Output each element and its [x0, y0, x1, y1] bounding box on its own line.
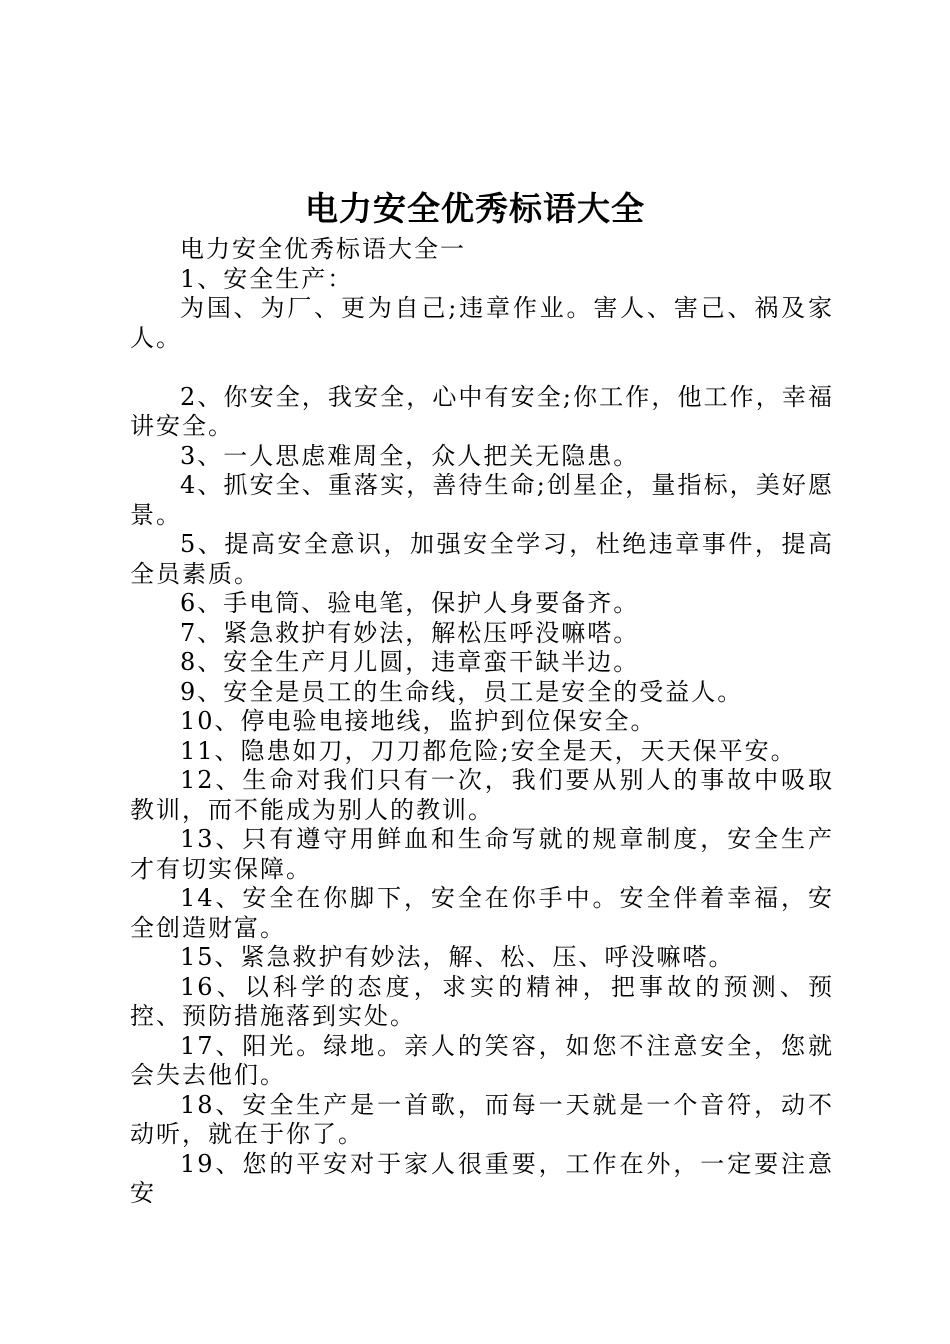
- slogan-paragraph: 18、安全生产是一首歌，而每一天就是一个音符，动不动听，就在于你了。: [130, 1090, 834, 1148]
- slogan-paragraph: 4、抓安全、重落实，善待生命;创星企，量指标，美好愿景。: [130, 471, 834, 529]
- slogan-paragraph: 14、安全在你脚下，安全在你手中。安全伴着幸福，安全创造财富。: [130, 884, 834, 942]
- slogan-paragraph: 为国、为厂、更为自己;违章作业。害人、害己、祸及家人。: [130, 294, 834, 352]
- section-heading: 电力安全优秀标语大全一: [180, 235, 466, 263]
- slogan-paragraph: 8、安全生产月儿圆，违章蛮干缺半边。: [180, 648, 640, 676]
- slogan-paragraph: 17、阳光。绿地。亲人的笑容，如您不注意安全，您就会失去他们。: [130, 1031, 834, 1089]
- slogan-paragraph: 6、手电筒、验电笔，保护人身要备齐。: [180, 589, 640, 617]
- slogan-paragraph: 12、生命对我们只有一次，我们要从别人的事故中吸取教训，而不能成为别人的教训。: [130, 766, 834, 824]
- slogan-paragraph: 13、只有遵守用鲜血和生命写就的规章制度，安全生产才有切实保障。: [130, 825, 834, 883]
- slogan-paragraph: 19、您的平安对于家人很重要，工作在外，一定要注意安: [130, 1149, 834, 1207]
- slogan-paragraph: 10、停电验电接地线，监护到位保安全。: [180, 707, 657, 735]
- slogan-paragraph: 15、紧急救护有妙法，解、松、压、呼没嘛嗒。: [180, 943, 735, 971]
- blank-line: [130, 353, 834, 383]
- document-body: [130, 235, 834, 1209]
- slogan-paragraph: 9、安全是员工的生命线，员工是安全的受益人。: [180, 677, 744, 706]
- slogan-paragraph: 11、隐患如刀，刀刀都危险;安全是天，天天保平安。: [180, 736, 797, 765]
- slogan-paragraph: 5、提高安全意识，加强安全学习，杜绝违章事件，提高全员素质。: [130, 530, 834, 588]
- slogan-paragraph: 2、你安全，我安全，心中有安全;你工作，他工作，幸福讲安全。: [130, 382, 834, 440]
- document-title: 电力安全优秀标语大全: [305, 189, 645, 228]
- slogan-paragraph: 1、安全生产：: [180, 264, 354, 293]
- slogan-paragraph: 7、紧急救护有妙法，解松压呼没嘛嗒。: [180, 618, 640, 647]
- slogan-paragraph: 16、以科学的态度，求实的精神，把事故的预测、预控、预防措施落到实处。: [130, 972, 834, 1030]
- slogan-paragraph: 3、一人思虑难周全，众人把关无隐患。: [180, 441, 640, 470]
